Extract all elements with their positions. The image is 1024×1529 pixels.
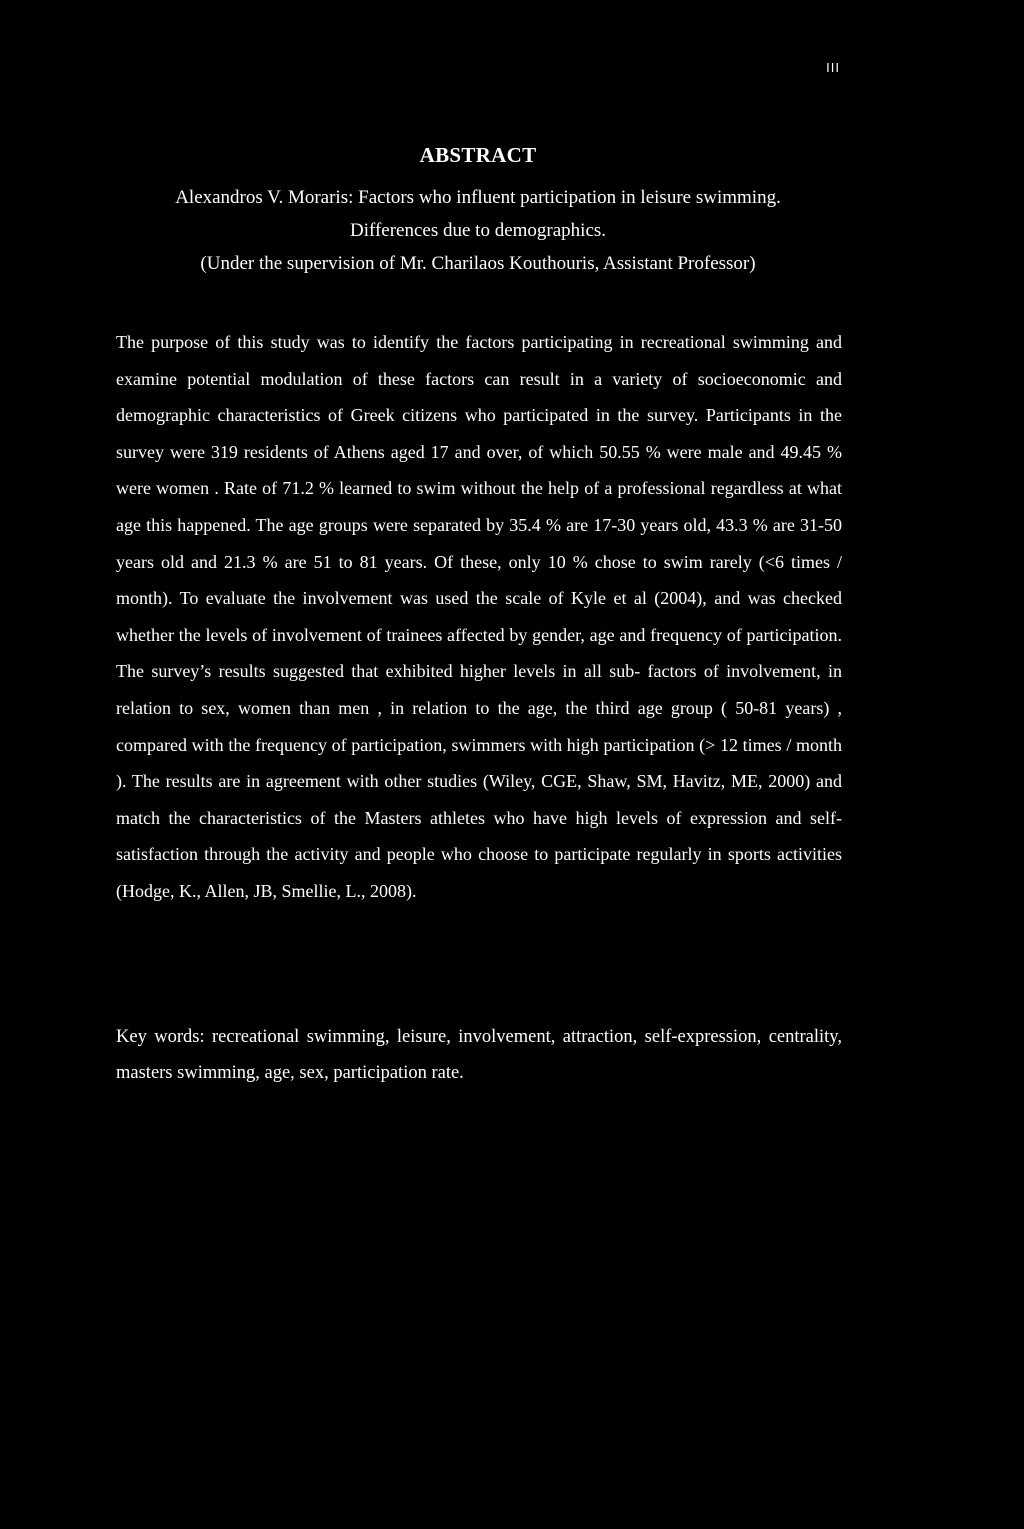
page-number: III [826,60,840,75]
thesis-title-block [0,181,956,280]
abstract-heading: ABSTRACT [419,143,537,167]
keywords-paragraph: Key words: recreational swimming, leisure, involvement, attraction, self-expression, centrality, masters swimming, age, sex, participation rate. [116,1027,842,1083]
thesis-title-line-2: Differences due to demographics. [349,220,607,241]
abstract-body-paragraph: The purpose of this study was to identify the factors participating in recreational swimming and examine potential modulation of these factors can result in a variety of socioeconomic and demographic characteristics of Greek citizens who participated in the survey. Participants in the survey were 319 residents of Athens aged 17 and over, of which 50.55 % were male and 49.45 % were women . Rate of 71.2 % learned to swim without the help of a professional regardless at what age this happened. The age groups were separated by 35.4 % are 17-30 years old, 43.3 % are 31-50 years old and 21.3 % are 51 to 81 years. Of these, only 10 % chose to swim rarely (<6 times / month). To evaluate the involvement was used the scale of Kyle et al (2004), and was checked whether the levels of involvement of trainees affected by gender, age and frequency of participation. The survey’s results suggested that exhibited higher levels in all sub- factors of involvement, in relation to sex, women than men , in relation to the age, the third age group ( 50-81 years) , compared with the frequency of participation, swimmers with high participation (> 12 times / month ). The results are in agreement with other studies (Wiley, CGE, Shaw, SM, Havitz, ME, 2000) and match the characteristics of the Masters athletes who have high levels of expression and self-satisfaction through the activity and people who choose to participate regularly in sports activities (Hodge, K., Allen, JB, Smellie, L., 2008). [116,332,842,901]
supervision-line: (Under the supervision of Mr. Charilaos Kouthouris, Assistant Professor) [200,253,756,274]
thesis-title-line-1: Alexandros V. Moraris: Factors who influent participation in leisure swimming. [175,187,781,208]
